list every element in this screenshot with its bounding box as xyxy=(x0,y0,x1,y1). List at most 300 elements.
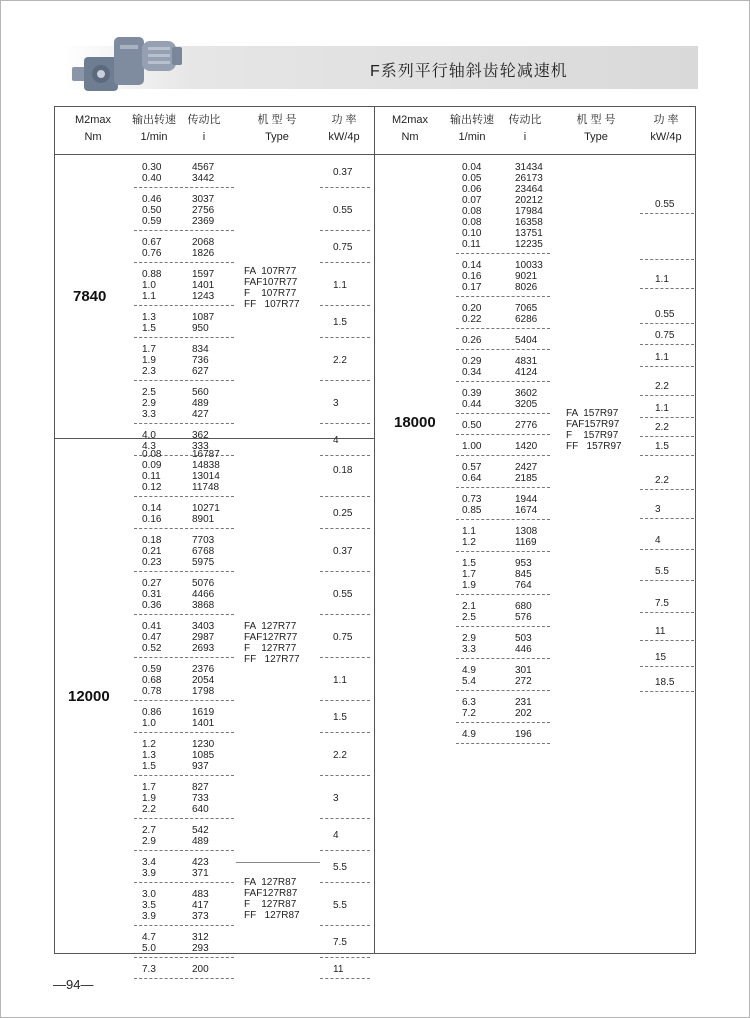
power-value: 18.5 xyxy=(655,677,675,688)
speed-value: 1.7 xyxy=(462,569,476,580)
ratio-value: 6768 xyxy=(192,546,215,557)
row-separator xyxy=(320,187,370,188)
power-value: 0.25 xyxy=(333,508,353,519)
speed-header: 输出转速 1/min xyxy=(132,114,176,143)
speed-value: 0.57 xyxy=(462,462,482,473)
ratio-value: 733 xyxy=(192,793,209,804)
ratio-value: 1597 xyxy=(192,269,215,280)
power-value: 0.75 xyxy=(333,242,353,253)
ratio-value: 4466 xyxy=(192,589,215,600)
row-separator xyxy=(640,549,694,550)
speed-value: 0.14 xyxy=(142,503,162,514)
speed-value: 2.9 xyxy=(462,633,476,644)
power-value: 3 xyxy=(333,792,339,804)
ratio-value: 333 xyxy=(192,441,209,452)
ratio-value: 3442 xyxy=(192,173,215,184)
speed-value: 0.50 xyxy=(462,420,482,431)
speed-value: 0.59 xyxy=(142,216,162,227)
power-value: 5.5 xyxy=(333,862,347,873)
speed-value: 2.3 xyxy=(142,366,156,377)
ratio-value: 950 xyxy=(192,323,209,334)
ratio-value: 13751 xyxy=(515,228,543,239)
speed-value: 0.29 xyxy=(462,356,482,367)
torque-section-divider xyxy=(54,438,374,439)
ratio-value: 1826 xyxy=(192,248,215,259)
ratio-value: 576 xyxy=(515,612,532,623)
power-value: 7.5 xyxy=(333,937,347,948)
row-separator xyxy=(456,487,550,488)
speed-value: 0.16 xyxy=(462,271,482,282)
speed-value: 0.59 xyxy=(142,664,162,675)
speed-value: 4.0 xyxy=(142,430,156,441)
power-value: 2.2 xyxy=(655,475,669,486)
speed-value: 6.3 xyxy=(462,697,476,708)
ratio-value: 2756 xyxy=(192,205,215,216)
row-separator xyxy=(320,882,370,883)
ratio-value: 6286 xyxy=(515,314,538,325)
row-separator xyxy=(134,850,234,851)
ratio-value: 362 xyxy=(192,430,209,441)
ratio-value: 680 xyxy=(515,601,532,612)
ratio-value: 560 xyxy=(192,387,209,398)
row-separator xyxy=(456,658,550,659)
ratio-value: 417 xyxy=(192,900,209,911)
speed-value: 1.5 xyxy=(462,558,476,569)
row-separator xyxy=(134,528,234,529)
row-separator xyxy=(640,417,694,418)
speed-value: 0.08 xyxy=(462,217,482,228)
row-separator xyxy=(134,380,234,381)
ratio-value: 5975 xyxy=(192,557,215,568)
header-divider xyxy=(54,154,696,155)
row-separator xyxy=(134,614,234,615)
power-value: 1.5 xyxy=(655,441,669,452)
row-separator xyxy=(134,262,234,263)
power-value: 4 xyxy=(655,535,661,546)
row-separator xyxy=(456,551,550,552)
ratio-value: 16787 xyxy=(192,449,220,460)
speed-value: 3.9 xyxy=(142,911,156,922)
speed-value: 2.9 xyxy=(142,836,156,847)
ratio-value: 293 xyxy=(192,943,209,954)
speed-value: 0.68 xyxy=(142,675,162,686)
speed-value: 1.2 xyxy=(462,537,476,548)
row-separator xyxy=(320,455,370,456)
speed-value: 5.0 xyxy=(142,943,156,954)
row-separator xyxy=(134,700,234,701)
row-separator xyxy=(640,366,694,367)
ratio-value: 2376 xyxy=(192,664,215,675)
power-value: 0.55 xyxy=(655,309,675,320)
row-separator xyxy=(320,496,370,497)
row-separator xyxy=(640,288,694,289)
ratio-value: 1674 xyxy=(515,505,538,516)
row-separator xyxy=(320,925,370,926)
ratio-value: 834 xyxy=(192,344,209,355)
power-value: 1.1 xyxy=(333,279,347,291)
row-separator xyxy=(456,626,550,627)
speed-value: 0.85 xyxy=(462,505,482,516)
ratio-value: 827 xyxy=(192,782,209,793)
ratio-value: 1401 xyxy=(192,280,215,291)
speed-value: 3.5 xyxy=(142,900,156,911)
ratio-value: 764 xyxy=(515,580,532,591)
power-header: 功 率 kW/4p xyxy=(328,114,360,143)
page-number: —94— xyxy=(53,977,94,992)
row-separator xyxy=(320,423,370,424)
speed-value: 1.1 xyxy=(142,291,156,302)
row-separator xyxy=(134,305,234,306)
speed-value: 0.09 xyxy=(142,460,162,471)
ratio-value: 17984 xyxy=(515,206,543,217)
row-separator xyxy=(456,743,550,744)
speed-value: 0.26 xyxy=(462,335,482,346)
row-separator xyxy=(640,580,694,581)
row-separator xyxy=(640,612,694,613)
ratio-value: 312 xyxy=(192,932,209,943)
speed-value: 0.23 xyxy=(142,557,162,568)
row-separator xyxy=(640,395,694,396)
speed-value: 0.34 xyxy=(462,367,482,378)
speed-value: 0.08 xyxy=(462,206,482,217)
row-separator xyxy=(134,571,234,572)
row-separator xyxy=(456,349,550,350)
speed-value: 0.11 xyxy=(462,239,481,250)
row-separator xyxy=(456,455,550,456)
power-value: 1.1 xyxy=(333,674,347,686)
ratio-value: 3205 xyxy=(515,399,538,410)
ratio-value: 13014 xyxy=(192,471,220,482)
row-separator xyxy=(456,690,550,691)
ratio-value: 2427 xyxy=(515,462,538,473)
speed-value: 0.18 xyxy=(142,535,162,546)
ratio-value: 26173 xyxy=(515,173,543,184)
ratio-value: 2054 xyxy=(192,675,215,686)
column-divider xyxy=(374,106,375,954)
speed-value: 0.86 xyxy=(142,707,162,718)
speed-value: 4.3 xyxy=(142,441,156,452)
speed-value: 0.04 xyxy=(462,162,482,173)
ratio-value: 542 xyxy=(192,825,209,836)
speed-value: 0.21 xyxy=(142,546,162,557)
row-separator xyxy=(320,957,370,958)
row-separator xyxy=(320,230,370,231)
speed-value: 0.52 xyxy=(142,643,162,654)
ratio-value: 7065 xyxy=(515,303,538,314)
speed-value: 4.7 xyxy=(142,932,156,943)
power-value: 2.2 xyxy=(655,422,669,433)
ratio-value: 200 xyxy=(192,964,209,975)
row-separator xyxy=(456,594,550,595)
speed-value: 7.3 xyxy=(142,964,156,975)
ratio-value: 4831 xyxy=(515,356,538,367)
ratio-value: 2185 xyxy=(515,473,538,484)
power-value: 0.55 xyxy=(333,204,353,216)
power-value: 0.37 xyxy=(333,167,353,178)
ratio-value: 2776 xyxy=(515,420,538,431)
speed-value: 3.9 xyxy=(142,868,156,879)
speed-value: 2.9 xyxy=(142,398,156,409)
row-separator xyxy=(320,571,370,572)
speed-value: 0.07 xyxy=(462,195,482,206)
row-separator xyxy=(456,434,550,435)
row-separator xyxy=(320,380,370,381)
ratio-value: 10271 xyxy=(192,503,220,514)
speed-value: 0.40 xyxy=(142,173,162,184)
power-value: 15 xyxy=(655,652,667,663)
power-value: 0.75 xyxy=(333,631,353,643)
row-separator xyxy=(134,230,234,231)
speed-value: 2.2 xyxy=(142,804,156,815)
row-separator xyxy=(134,925,234,926)
power-value: 2.2 xyxy=(333,749,347,761)
ratio-value: 11748 xyxy=(192,482,220,493)
speed-value: 3.3 xyxy=(462,644,476,655)
ratio-value: 2068 xyxy=(192,237,215,248)
row-separator xyxy=(640,489,694,490)
speed-value: 0.16 xyxy=(142,514,162,525)
torque-header: M2max Nm xyxy=(74,114,112,143)
ratio-value: 231 xyxy=(515,697,532,708)
ratio-value: 937 xyxy=(192,761,209,772)
ratio-value: 272 xyxy=(515,676,532,687)
ratio-value: 845 xyxy=(515,569,532,580)
type-header: 机 型 号 Type xyxy=(576,114,616,143)
power-value: 1.1 xyxy=(655,274,669,285)
power-value: 2.2 xyxy=(333,354,347,366)
torque-value: 12000 xyxy=(68,687,110,705)
power-value: 0.55 xyxy=(655,199,675,210)
row-separator xyxy=(640,213,694,214)
speed-value: 0.41 xyxy=(142,621,162,632)
speed-value: 0.46 xyxy=(142,194,162,205)
speed-value: 1.9 xyxy=(142,793,156,804)
row-separator xyxy=(134,882,234,883)
power-value: 4 xyxy=(333,435,339,446)
speed-value: 0.17 xyxy=(462,282,482,293)
ratio-value: 1308 xyxy=(515,526,538,537)
ratio-value: 31434 xyxy=(515,162,543,173)
speed-value: 1.2 xyxy=(142,739,156,750)
row-separator xyxy=(134,818,234,819)
ratio-header: 传动比 i xyxy=(187,114,221,143)
row-separator xyxy=(640,259,694,260)
ratio-value: 4124 xyxy=(515,367,538,378)
ratio-value: 20212 xyxy=(515,195,543,206)
row-separator xyxy=(320,337,370,338)
ratio-value: 446 xyxy=(515,644,532,655)
ratio-value: 1230 xyxy=(192,739,215,750)
ratio-value: 196 xyxy=(515,729,532,740)
ratio-value: 301 xyxy=(515,665,532,676)
ratio-header: 传动比 i xyxy=(508,114,542,143)
row-separator xyxy=(134,496,234,497)
row-separator xyxy=(456,381,550,382)
ratio-value: 3037 xyxy=(192,194,215,205)
power-value: 5.5 xyxy=(333,899,347,911)
ratio-value: 7703 xyxy=(192,535,215,546)
speed-header: 输出转速 1/min xyxy=(450,114,494,143)
model-section-divider xyxy=(236,862,320,863)
row-separator xyxy=(134,657,234,658)
torque-header: M2max Nm xyxy=(391,114,429,143)
speed-value: 1.5 xyxy=(142,761,156,772)
row-separator xyxy=(320,262,370,263)
ratio-value: 3602 xyxy=(515,388,538,399)
speed-value: 1.1 xyxy=(462,526,476,537)
ratio-value: 423 xyxy=(192,857,209,868)
power-value: 1.5 xyxy=(333,712,347,723)
power-value: 0.55 xyxy=(333,588,353,600)
speed-value: 3.3 xyxy=(142,409,156,420)
speed-value: 0.30 xyxy=(142,162,162,173)
type-header: 机 型 号 Type xyxy=(257,114,297,143)
speed-value: 0.76 xyxy=(142,248,162,259)
speed-value: 0.39 xyxy=(462,388,482,399)
ratio-value: 10033 xyxy=(515,260,543,271)
speed-value: 0.10 xyxy=(462,228,482,239)
page-title: F系列平行轴斜齿轮减速机 xyxy=(370,63,568,80)
model-type: FA 127R77 FAF127R77 F 127R77 FF 127R77 xyxy=(244,621,300,665)
speed-value: 2.7 xyxy=(142,825,156,836)
speed-value: 0.50 xyxy=(142,205,162,216)
ratio-value: 1401 xyxy=(192,718,215,729)
speed-value: 3.0 xyxy=(142,889,156,900)
model-type: FA 107R77 FAF107R77 F 107R77 FF 107R77 xyxy=(244,266,300,310)
row-separator xyxy=(320,818,370,819)
row-separator xyxy=(320,305,370,306)
speed-value: 0.22 xyxy=(462,314,482,325)
speed-value: 0.11 xyxy=(142,471,161,482)
row-separator xyxy=(320,978,370,979)
row-separator xyxy=(456,519,550,520)
speed-value: 1.5 xyxy=(142,323,156,334)
speed-value: 3.4 xyxy=(142,857,156,868)
speed-value: 1.0 xyxy=(142,280,156,291)
row-separator xyxy=(320,528,370,529)
ratio-value: 2987 xyxy=(192,632,215,643)
row-separator xyxy=(640,666,694,667)
row-separator xyxy=(320,775,370,776)
speed-value: 1.3 xyxy=(142,750,156,761)
speed-value: 1.7 xyxy=(142,782,156,793)
row-separator xyxy=(640,323,694,324)
ratio-value: 16358 xyxy=(515,217,543,228)
row-separator xyxy=(134,423,234,424)
ratio-value: 1087 xyxy=(192,312,215,323)
speed-value: 0.78 xyxy=(142,686,162,697)
ratio-value: 14838 xyxy=(192,460,220,471)
ratio-value: 4567 xyxy=(192,162,215,173)
speed-value: 1.9 xyxy=(142,355,156,366)
speed-value: 0.12 xyxy=(142,482,162,493)
ratio-value: 1798 xyxy=(192,686,215,697)
ratio-value: 373 xyxy=(192,911,209,922)
row-separator xyxy=(640,455,694,456)
speed-value: 2.5 xyxy=(142,387,156,398)
ratio-value: 627 xyxy=(192,366,209,377)
ratio-value: 1944 xyxy=(515,494,538,505)
row-separator xyxy=(456,253,550,254)
speed-value: 1.0 xyxy=(142,718,156,729)
model-type: FA 157R97 FAF157R97 F 157R97 FF 157R97 xyxy=(566,408,622,452)
power-value: 3 xyxy=(333,397,339,409)
speed-value: 0.64 xyxy=(462,473,482,484)
row-separator xyxy=(456,722,550,723)
row-separator xyxy=(456,296,550,297)
ratio-value: 489 xyxy=(192,398,209,409)
ratio-value: 12235 xyxy=(515,239,543,250)
ratio-value: 2693 xyxy=(192,643,215,654)
ratio-value: 1085 xyxy=(192,750,215,761)
speed-value: 1.00 xyxy=(462,441,482,452)
ratio-value: 3403 xyxy=(192,621,215,632)
row-separator xyxy=(456,413,550,414)
torque-value: 18000 xyxy=(394,414,436,431)
power-value: 7.5 xyxy=(655,598,669,609)
ratio-value: 427 xyxy=(192,409,209,420)
speed-value: 2.5 xyxy=(462,612,476,623)
speed-value: 0.14 xyxy=(462,260,482,271)
speed-value: 0.31 xyxy=(142,589,162,600)
ratio-value: 1243 xyxy=(192,291,215,302)
row-separator xyxy=(640,436,694,437)
row-separator xyxy=(640,691,694,692)
speed-value: 0.44 xyxy=(462,399,482,410)
ratio-value: 3868 xyxy=(192,600,215,611)
ratio-value: 489 xyxy=(192,836,209,847)
row-separator xyxy=(134,187,234,188)
ratio-value: 1420 xyxy=(515,441,538,452)
power-value: 2.2 xyxy=(655,381,669,392)
row-separator xyxy=(320,700,370,701)
power-value: 1.5 xyxy=(333,317,347,328)
ratio-value: 8901 xyxy=(192,514,215,525)
ratio-value: 640 xyxy=(192,804,209,815)
row-separator xyxy=(320,614,370,615)
ratio-value: 503 xyxy=(515,633,532,644)
ratio-value: 1169 xyxy=(515,537,537,548)
speed-value: 0.05 xyxy=(462,173,482,184)
row-separator xyxy=(640,344,694,345)
row-separator xyxy=(134,978,234,979)
row-separator xyxy=(134,957,234,958)
speed-value: 2.1 xyxy=(462,601,476,612)
speed-value: 0.73 xyxy=(462,494,482,505)
ratio-value: 5404 xyxy=(515,335,538,346)
power-value: 0.75 xyxy=(655,330,675,341)
speed-value: 1.7 xyxy=(142,344,156,355)
speed-value: 0.36 xyxy=(142,600,162,611)
speed-value: 0.08 xyxy=(142,449,162,460)
row-separator xyxy=(320,850,370,851)
row-separator xyxy=(134,337,234,338)
speed-value: 1.9 xyxy=(462,580,476,591)
ratio-value: 202 xyxy=(515,708,532,719)
speed-value: 1.3 xyxy=(142,312,156,323)
ratio-value: 23464 xyxy=(515,184,543,195)
ratio-value: 1619 xyxy=(192,707,215,718)
row-separator xyxy=(134,732,234,733)
power-value: 0.18 xyxy=(333,465,353,476)
power-value: 11 xyxy=(333,963,344,975)
speed-value: 0.20 xyxy=(462,303,482,314)
row-separator xyxy=(320,732,370,733)
ratio-value: 736 xyxy=(192,355,209,366)
speed-value: 7.2 xyxy=(462,708,476,719)
row-separator xyxy=(320,657,370,658)
ratio-value: 483 xyxy=(192,889,209,900)
